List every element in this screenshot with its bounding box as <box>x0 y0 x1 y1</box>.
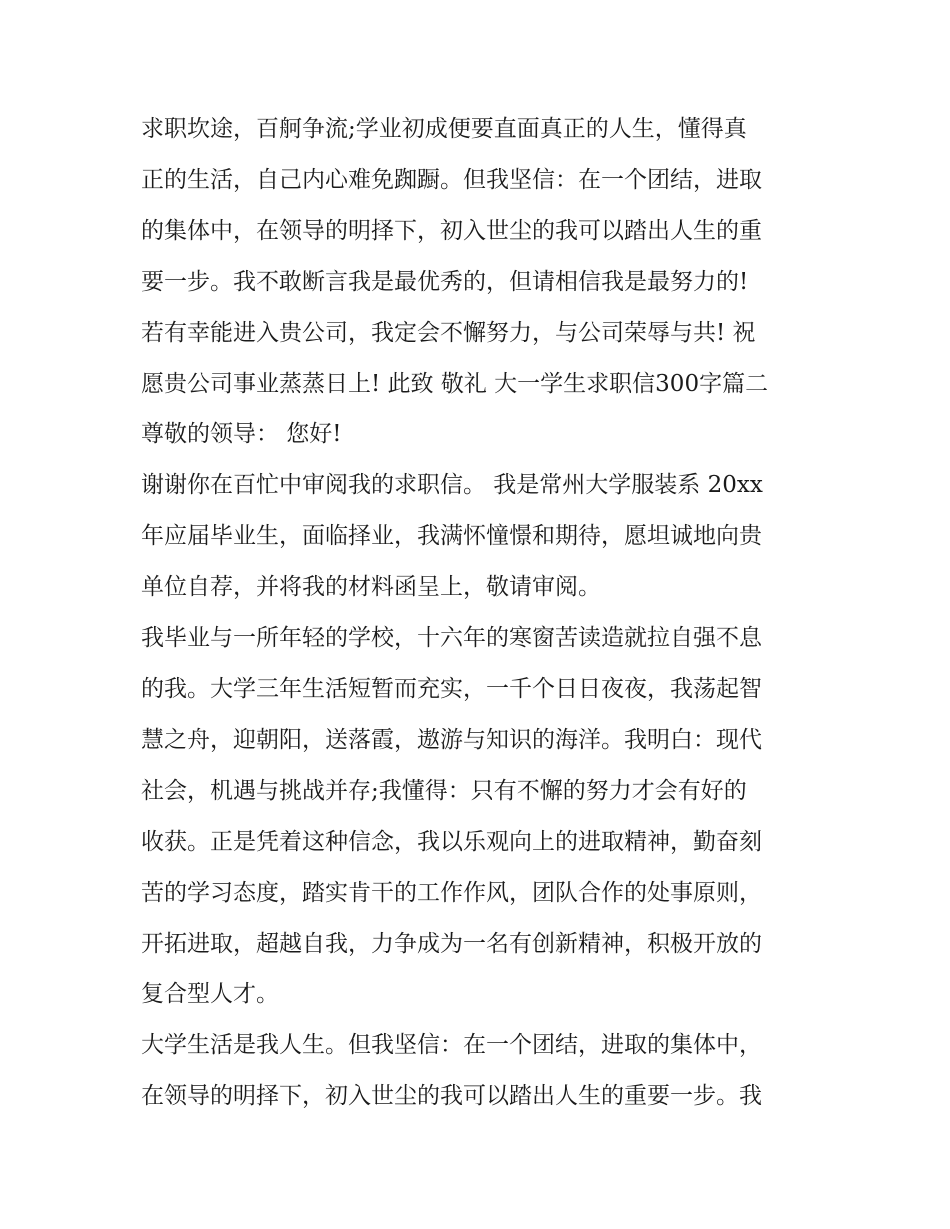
text-line: 正的生活，自己内心难免踟蹰。但我坚信：在一个团结，进取 <box>141 167 762 193</box>
text-line: 要一步。我不敢断言我是最优秀的，但请相信我是最努力的! <box>141 269 749 295</box>
text-line: 我毕业与一所年轻的学校，十六年的寒窗苦读造就拉自强不息 <box>141 625 762 651</box>
text-line: 求职坎途，百舸争流;学业初成便要直面真正的人生，懂得真 <box>141 116 747 142</box>
text-line: 年应届毕业生，面临择业，我满怀憧憬和期待，愿坦诚地向贵 <box>141 523 762 549</box>
text-line: 慧之舟，迎朝阳，送落霞，遨游与知识的海洋。我明白：现代 <box>141 727 762 753</box>
text-line: 若有幸能进入贵公司，我定会不懈努力，与公司荣辱与共! 祝 <box>141 320 756 346</box>
text-line: 苦的学习态度，踏实肯干的工作作风，团队合作的处事原则， <box>141 880 762 906</box>
text-line: 复合型人才。 <box>141 981 279 1007</box>
text-line: 的集体中，在领导的明择下，初入世尘的我可以踏出人生的重 <box>141 218 762 244</box>
text-line: 愿贵公司事业蒸蒸日上! 此致 敬礼 大一学生求职信300字篇二 <box>141 371 769 397</box>
text-line: 单位自荐，并将我的材料函呈上，敬请审阅。 <box>141 574 601 600</box>
text-line: 在领导的明择下，初入世尘的我可以踏出人生的重要一步。我 <box>141 1083 762 1109</box>
text-line: 开拓进取，超越自我，力争成为一名有创新精神，积极开放的 <box>141 931 762 957</box>
text-line: 大学生活是我人生。但我坚信：在一个团结，进取的集体中， <box>141 1032 762 1058</box>
text-line: 谢谢你在百忙中审阅我的求职信。 我是常州大学服装系 20xx <box>141 472 763 498</box>
text-line: 社会，机遇与挑战并存;我懂得：只有不懈的努力才会有好的 <box>141 778 747 804</box>
text-line: 的我。大学三年生活短暂而充实，一千个日日夜夜，我荡起智 <box>141 676 762 702</box>
text-line: 尊敬的领导： 您好! <box>141 421 342 447</box>
text-line: 收获。正是凭着这种信念，我以乐观向上的进取精神，勤奋刻 <box>141 829 762 855</box>
